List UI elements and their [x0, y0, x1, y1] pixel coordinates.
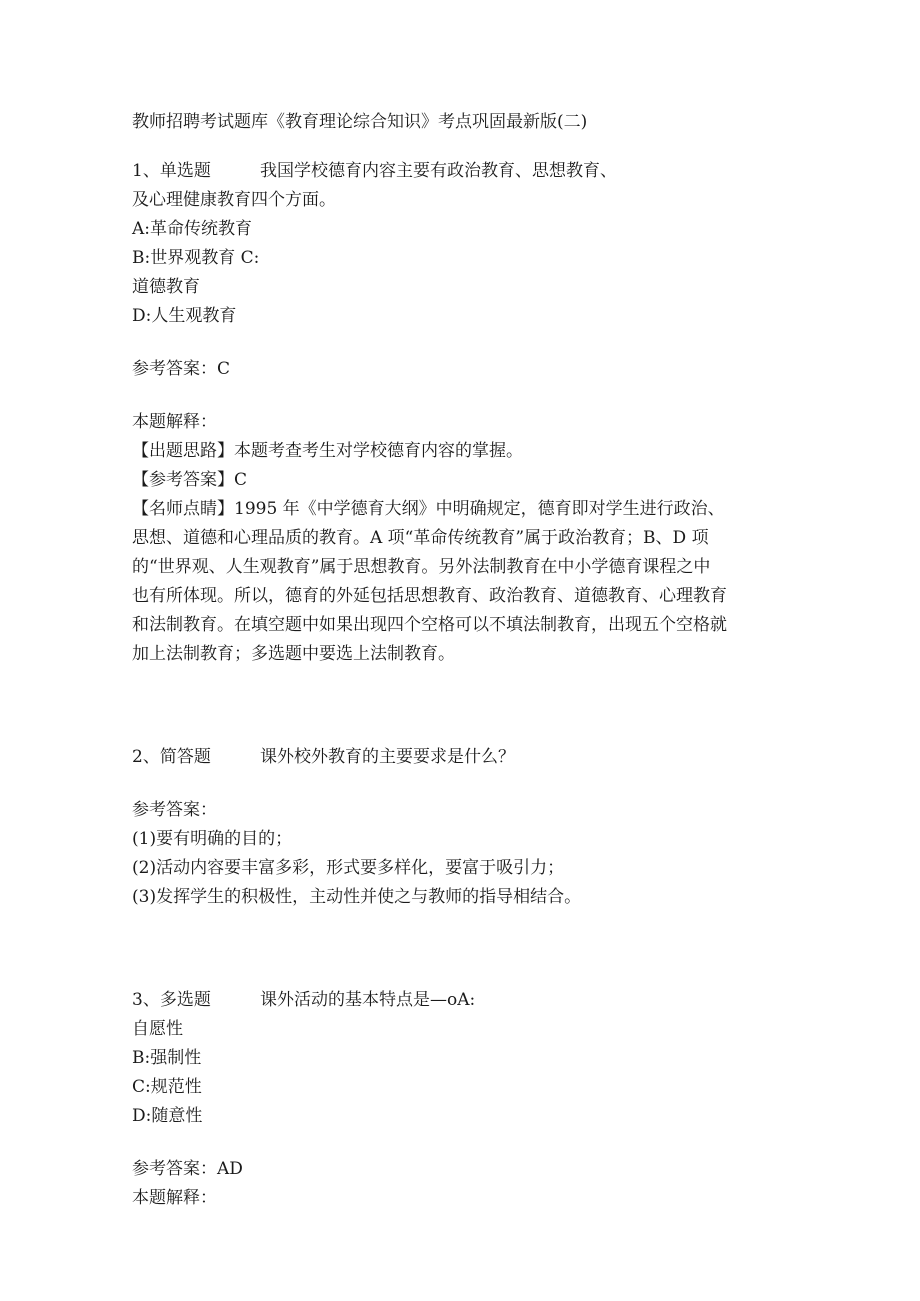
question-3-option-d: D:随意性 [132, 1106, 203, 1126]
question-3-header [132, 986, 792, 1015]
question-1-option-c: 道德教育 [132, 277, 200, 297]
question-1-idea: 【出题思路】本题考查考生对学校德育内容的掌握。 [132, 441, 523, 461]
question-2 [132, 743, 792, 912]
question-1-stem: 我国学校德育内容主要有政治教育、思想教育、 [260, 161, 617, 181]
question-3-answer: 参考答案：AD [132, 1159, 243, 1179]
question-1-option-d: D:人生观教育 [132, 306, 237, 326]
question-3-option-b: B:强制性 [132, 1048, 202, 1068]
tip-line: 思想、道德和心理品质的教育。A 项“革命传统教育”属于政治教育；B、D 项 [132, 528, 709, 548]
question-2-number: 2、简答题 [132, 747, 211, 767]
question-2-stem: 课外校外教育的主要要求是什么？ [260, 747, 515, 767]
question-3-option-a: 自愿性 [132, 1019, 183, 1039]
tip-line: 的“世界观、人生观教育”属于思想教育。另外法制教育在中小学德育课程之中 [132, 557, 711, 577]
question-2-point: (2)活动内容要丰富多彩，形式要多样化，要富于吸引力； [132, 858, 565, 878]
question-1-option-a: A:革命传统教育 [132, 219, 253, 239]
question-3-stem: 课外活动的基本特点是—oA: [260, 990, 476, 1010]
question-1-tips [132, 495, 792, 669]
question-1-answer: 参考答案：C [132, 359, 231, 379]
tip-line: 加上法制教育；多选题中要选上法制教育。 [132, 644, 455, 664]
question-1-explain-label: 本题解释： [132, 412, 217, 432]
question-1 [132, 157, 792, 669]
question-2-point: (3)发挥学生的积极性，主动性并使之与教师的指导相结合。 [132, 887, 582, 907]
tip-line: 也有所体现。所以，德育的外延包括思想教育、政治教育、道德教育、心理教育 [132, 586, 727, 606]
tip-line: 和法制教育。在填空题中如果出现四个空格可以不填法制教育，出现五个空格就 [132, 615, 727, 635]
question-1-number: 1、单选题 [132, 161, 211, 181]
question-2-answer-label: 参考答案： [132, 800, 217, 820]
question-3-number: 3、多选题 [132, 990, 211, 1010]
question-1-reference: 【参考答案】C [132, 470, 248, 490]
document-page [132, 108, 792, 1213]
question-3 [132, 986, 792, 1213]
question-1-header [132, 157, 792, 186]
question-2-point: (1)要有明确的目的； [132, 829, 293, 849]
document-title: 教师招聘考试题库《教育理论综合知识》考点巩固最新版(二) [132, 112, 588, 132]
tip-line: 【名师点睛】1995 年《中学德育大纲》中明确规定，德育即对学生进行政治、 [132, 499, 725, 519]
question-3-option-c: C:规范性 [132, 1077, 202, 1097]
question-1-stem-continued: 及心理健康教育四个方面。 [132, 190, 336, 210]
question-2-header [132, 743, 792, 772]
question-1-option-b: B:世界观教育 C: [132, 248, 260, 268]
question-3-explain-label: 本题解释： [132, 1188, 217, 1208]
